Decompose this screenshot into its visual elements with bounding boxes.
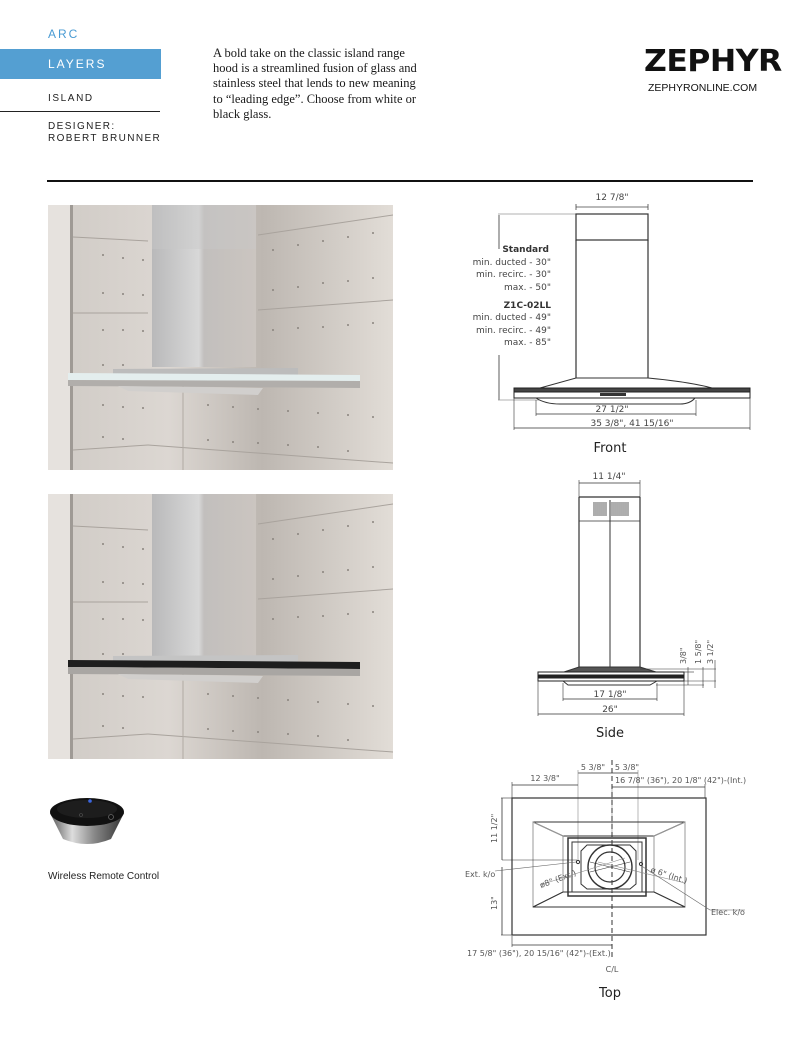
- front-overall-width: 35 3/8", 41 15/16": [590, 419, 674, 429]
- side-view-diagram: [520, 465, 750, 745]
- side-rim-height: 1 5/8": [694, 639, 703, 664]
- top-half-a: 5 3/8": [580, 763, 606, 772]
- elec-knockout-label: Elec. k/o: [711, 908, 745, 917]
- brand-url: ZEPHYRONLINE.COM: [648, 82, 758, 94]
- type-label: ISLAND: [48, 93, 94, 104]
- designer-name: ROBERT BRUNNER: [48, 133, 162, 144]
- series-label: LAYERS: [48, 57, 107, 71]
- extension-title: Z1C-02LL: [503, 301, 551, 311]
- ext-knockout-label: Ext. k/o: [465, 870, 496, 879]
- standard-line-3: max. - 50": [503, 283, 551, 293]
- designer-credit: [48, 121, 161, 145]
- product-photo-black-glass: [48, 494, 393, 759]
- top-half-b: 5 3/8": [614, 763, 640, 772]
- extension-line-1: min. ducted - 49": [472, 313, 551, 323]
- extension-line-2: min. recirc. - 49": [475, 326, 551, 336]
- top-view-label: Top: [599, 986, 621, 1001]
- front-inner-width: 27 1/2": [595, 405, 629, 415]
- front-top-width: 12 7/8": [595, 193, 629, 203]
- int-diameter-label: ø 6" (Int.): [649, 865, 689, 886]
- header-divider: [47, 180, 753, 182]
- remote-control-caption: Wireless Remote Control: [48, 871, 160, 882]
- side-overall-width: 26": [602, 705, 618, 715]
- intro-description: A bold take on the classic island range hood is a streamlined fusion of glass and stainless steel that lends to new meaning to “leading edge”. Choose from white or black glass.: [213, 46, 417, 121]
- centerline-label: C/L: [605, 965, 619, 974]
- side-top-width: 11 1/4": [592, 472, 626, 482]
- designer-label: DESIGNER:: [48, 121, 116, 132]
- extension-line-3: max. - 85": [503, 338, 551, 348]
- standard-line-2: min. recirc. - 30": [475, 270, 551, 280]
- top-depth-lower: 13": [490, 896, 499, 910]
- side-total-height: 3 1/2": [706, 639, 715, 664]
- standard-title: Standard: [502, 245, 549, 255]
- top-view-diagram: [460, 755, 770, 1015]
- side-glass-thickness: 3/8": [679, 647, 688, 664]
- ext-diameter-label: ø8" (Ext.): [538, 868, 578, 890]
- side-view-label: Side: [595, 726, 625, 741]
- front-view-label: Front: [593, 441, 627, 456]
- collection-label: ARC: [48, 27, 80, 41]
- brand-logo: ZEPHYR: [644, 44, 782, 79]
- side-inner-width: 17 1/8": [593, 690, 627, 700]
- series-tab: [0, 49, 161, 79]
- top-ext-offset: 17 5/8" (36"), 20 15/16" (42")-(Ext.): [467, 949, 611, 958]
- standard-line-1: min. ducted - 30": [472, 258, 551, 268]
- top-int-offset: 16 7/8" (36"), 20 1/8" (42")-(Int.): [615, 776, 747, 785]
- product-photo-white-glass: [48, 205, 393, 470]
- remote-control-image: [47, 795, 127, 847]
- top-left-offset: 12 3/8": [530, 774, 560, 783]
- front-view-diagram: [440, 185, 770, 465]
- top-depth-upper: 11 1/2": [490, 813, 499, 843]
- nav-divider: [0, 111, 160, 112]
